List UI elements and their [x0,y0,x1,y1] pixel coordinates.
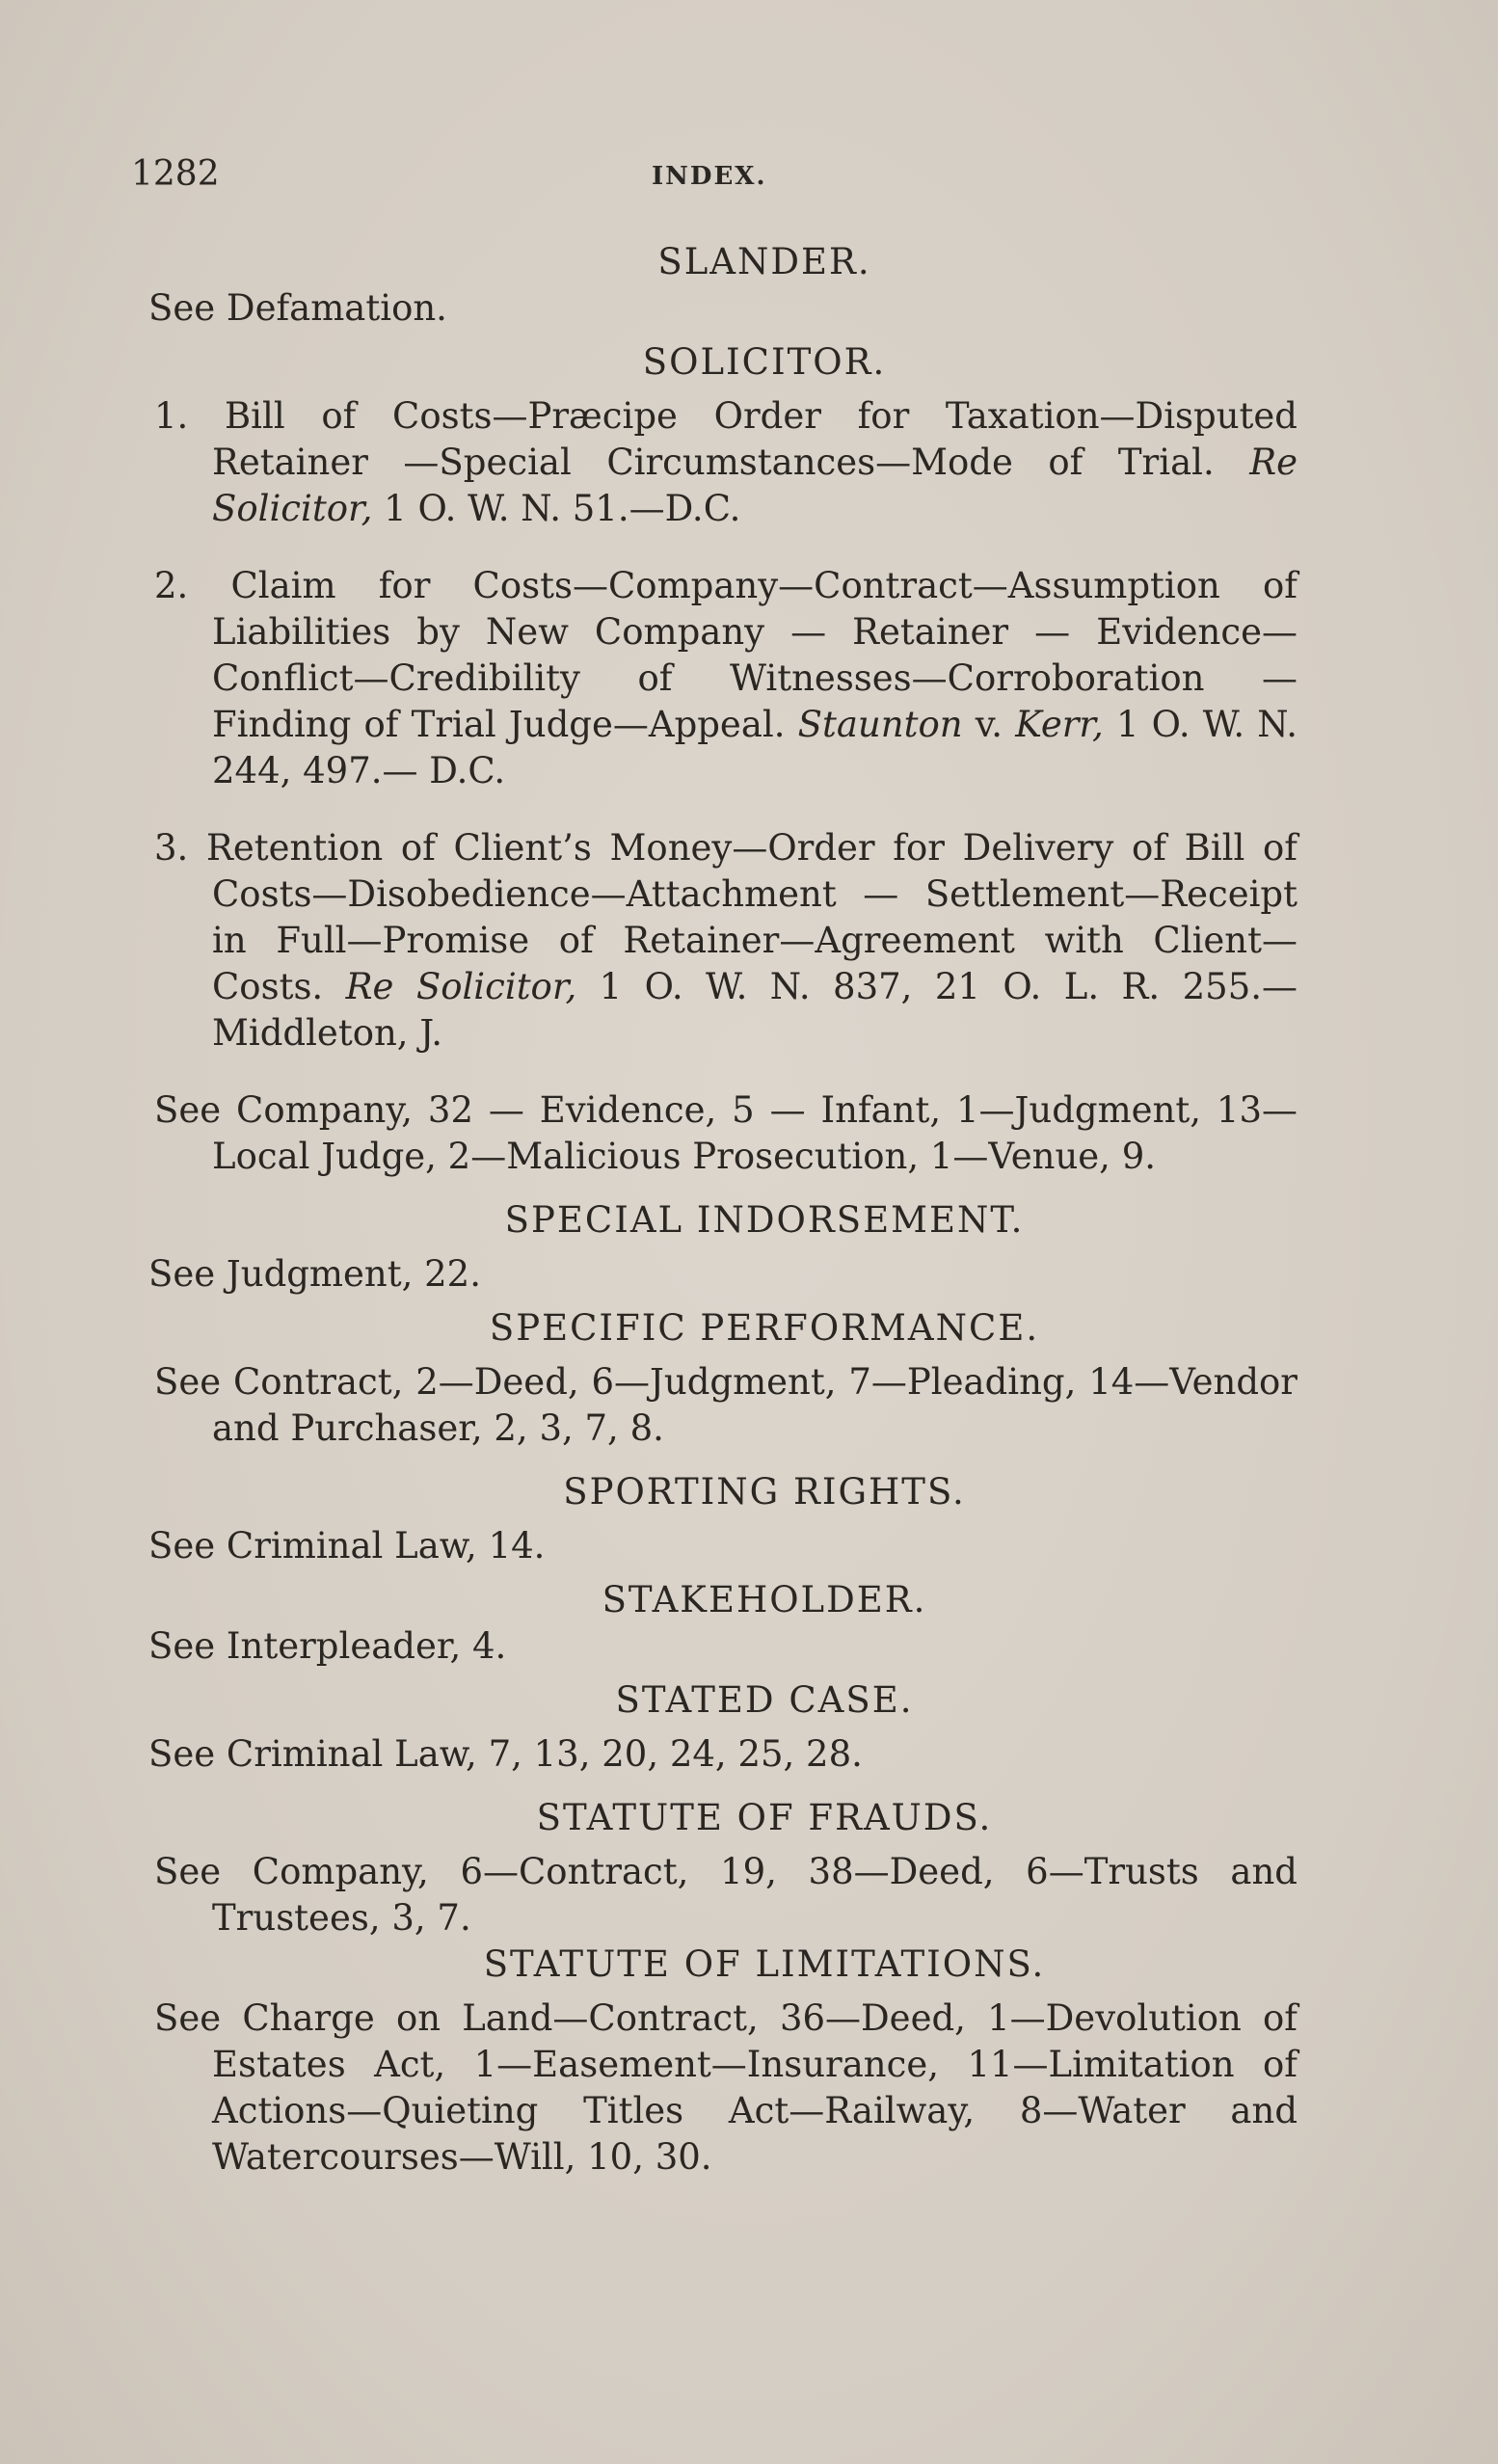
entry-text: 1. Bill of Costs—Præcipe Order for Taxation—Disputed Retainer —Special Circumstances—Mode of Trial. [154,395,1297,483]
case-name: Re Solicitor, [212,442,1297,529]
solicitor-entry-2 [154,563,1297,794]
heading-statute-of-frauds: STATUTE OF FRAUDS. [536,1797,993,1838]
see-statute-of-frauds: See Company, 6—Contract, 19, 38—Deed, 6—Trusts and Trustees, 3, 7. [154,1851,1297,1939]
heading-stakeholder: STAKEHOLDER. [602,1579,927,1620]
heading-special-indorsement: SPECIAL INDORSEMENT. [504,1199,1025,1241]
entry-text: 3. Retention of Client’s Money—Order for Delivery of Bill of Costs—Disobedience—Attachment — Settlement—Receipt in Full—Promise of Retainer—Agreement with Client—Costs. [154,827,1297,1007]
versus: v. [962,704,1016,745]
citation: 1 O. W. N. 244, 497.— D.C. [212,704,1298,791]
page-header [131,154,1297,202]
heading-statute-of-limitations: STATUTE OF LIMITATIONS. [483,1943,1046,1985]
see-stakeholder: See Interpleader, 4. [148,1625,507,1667]
citation: 1 O. W. N. 837, 21 O. L. R. 255.—Middleton, J. [212,966,1297,1054]
heading-sporting-rights: SPORTING RIGHTS. [563,1471,966,1513]
see-solicitor: See Company, 32 — Evidence, 5 — Infant, 1—Judgment, 13—Local Judge, 2—Malicious Prosecution, 1—Venue, 9. [154,1089,1297,1177]
see-slander: See Defamation. [148,287,447,329]
see-stated-case: See Criminal Law, 7, 13, 20, 24, 25, 28. [148,1733,863,1775]
case-name: Re Solicitor, [345,966,577,1007]
case-name: Kerr, [1015,704,1104,745]
see-specific-performance: See Contract, 2—Deed, 6—Judgment, 7—Pleading, 14—Vendor and Purchaser, 2, 3, 7, 8. [154,1361,1297,1449]
see-statute-of-limitations: See Charge on Land—Contract, 36—Deed, 1—Devolution of Estates Act, 1—Easement—Insurance, 11—Limitation of Actions—Quieting Titles Act—Railway, 8—Water and Watercourses—Will, 10, 30. [154,1997,1297,2178]
solicitor-entry-3 [154,825,1297,1057]
entry-text: 2. Claim for Costs—Company—Contract—Assumption of Liabilities by New Company — Retainer — Evidence—Conflict—Credibility of Witnesses—Corroboration — Finding of Trial Judge—Appeal. [154,565,1297,745]
heading-specific-performance: SPECIFIC PERFORMANCE. [489,1307,1040,1349]
citation: 1 O. W. N. 51.—D.C. [372,488,741,529]
heading-stated-case: STATED CASE. [615,1679,914,1721]
index-content [148,239,1298,2181]
see-sporting-rights: See Criminal Law, 14. [148,1525,546,1567]
solicitor-entry-1 [154,393,1297,532]
heading-solicitor: SOLICITOR. [642,341,887,383]
case-name: Staunton [797,704,963,745]
heading-slander: SLANDER. [657,241,871,282]
running-head: INDEX. [652,162,767,191]
page-number: 1282 [131,154,220,194]
see-special-indorsement: See Judgment, 22. [148,1253,481,1295]
